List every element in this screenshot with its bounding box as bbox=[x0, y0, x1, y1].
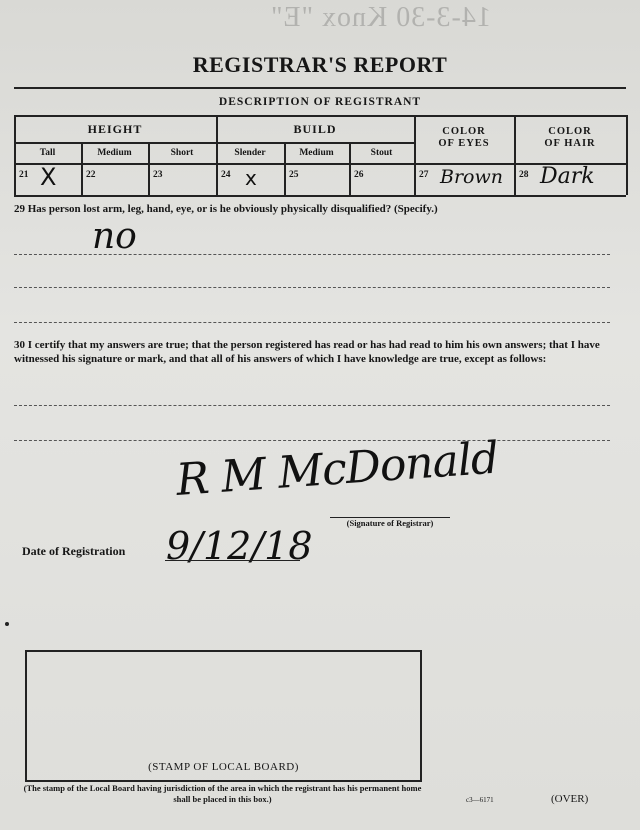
bleed-through-text: 14-3-30 Knox "E" bbox=[270, 2, 491, 33]
cell-number: 22 bbox=[86, 170, 96, 180]
stamp-label: (STAMP OF LOCAL BOARD) bbox=[148, 761, 299, 773]
date-line bbox=[165, 560, 300, 561]
hair-header-2: OF HAIR bbox=[544, 138, 596, 149]
table-border-right bbox=[626, 115, 628, 195]
section-title: DESCRIPTION OF REGISTRANT bbox=[218, 96, 422, 108]
col-stout: Stout bbox=[370, 148, 393, 158]
registration-date-label: Date of Registration bbox=[22, 544, 126, 558]
answer-line bbox=[14, 254, 610, 255]
stray-mark bbox=[5, 622, 9, 626]
cell-number: 28 bbox=[519, 170, 529, 180]
eyes-value: Brown bbox=[440, 166, 503, 188]
eyes-header-1: COLOR bbox=[442, 126, 486, 137]
registration-date: 9/12/18 bbox=[166, 524, 313, 568]
question-30: 30 I certify that my answers are true; that the person registered has read or has had read to him his own answers; that I have witnessed his signature or mark, and that all of his answers of which I have knowledge are true, except as follows: bbox=[14, 339, 600, 365]
question-29-answer: no bbox=[92, 216, 137, 257]
hair-header-1: COLOR bbox=[548, 126, 592, 137]
question-29: 29 Has person lost arm, leg, hand, eye, or is he obviously physically disqualified? (Specify.) bbox=[14, 203, 438, 215]
col-tall: Tall bbox=[39, 148, 56, 158]
build-header: BUILD bbox=[293, 122, 337, 136]
stamp-note: (The stamp of the Local Board having jurisdiction of the area in which the registrant has his permanent home shall be placed in this box.) bbox=[23, 783, 422, 804]
registrar-signature: R M McDonald bbox=[174, 432, 500, 506]
slender-mark: x bbox=[245, 166, 257, 190]
cell-number: 25 bbox=[289, 170, 299, 180]
form-number: c3—6171 bbox=[466, 796, 494, 804]
cell-number: 21 bbox=[19, 170, 29, 180]
table-mid-rule bbox=[14, 142, 414, 144]
cell-number: 26 bbox=[354, 170, 364, 180]
col-slender: Slender bbox=[234, 148, 266, 158]
answer-line bbox=[14, 322, 610, 323]
cell-number: 27 bbox=[419, 170, 429, 180]
height-header: HEIGHT bbox=[87, 122, 143, 136]
top-rule bbox=[14, 87, 626, 89]
signature-caption: (Signature of Registrar) bbox=[346, 518, 434, 528]
answer-line bbox=[14, 287, 610, 288]
cell-number: 24 bbox=[221, 170, 231, 180]
cell-number: 23 bbox=[153, 170, 163, 180]
table-top-rule bbox=[14, 115, 626, 117]
answer-line bbox=[14, 440, 610, 441]
col-medium-build: Medium bbox=[299, 148, 334, 158]
col-short: Short bbox=[170, 148, 194, 158]
col-medium-height: Medium bbox=[97, 148, 132, 158]
hair-value: Dark bbox=[540, 164, 595, 189]
over-label: (OVER) bbox=[551, 793, 589, 805]
table-mid-rule-2 bbox=[14, 163, 626, 165]
table-bottom-rule bbox=[14, 195, 626, 197]
answer-line bbox=[14, 405, 610, 406]
eyes-header-2: OF EYES bbox=[438, 138, 490, 149]
tall-mark: X bbox=[40, 163, 57, 191]
page-title: REGISTRAR'S REPORT bbox=[192, 52, 448, 77]
